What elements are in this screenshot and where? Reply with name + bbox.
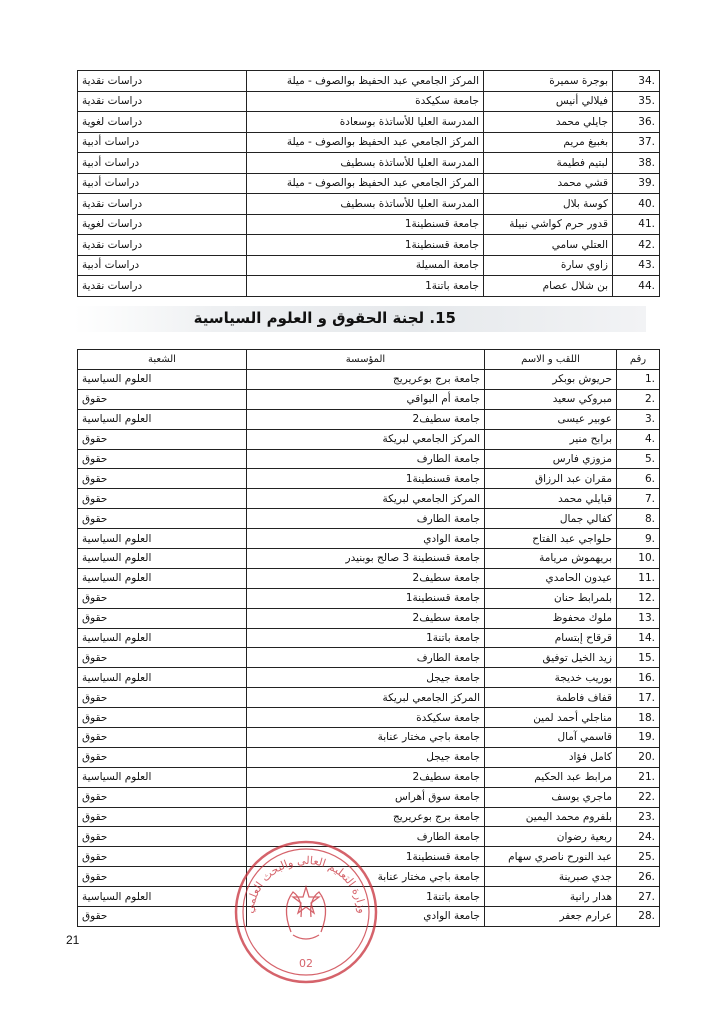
table-row: [78, 688, 660, 708]
branch: دراسات نقدية: [78, 235, 247, 256]
branch: العلوم السياسية: [78, 549, 247, 569]
branch: حقوق: [78, 847, 247, 867]
row-number: .17: [617, 688, 660, 708]
table-row: [78, 648, 660, 668]
table-row: [78, 807, 660, 827]
institution: جامعة سكيكدة: [247, 708, 485, 728]
branch: حقوق: [78, 807, 247, 827]
branch: العلوم السياسية: [78, 887, 247, 907]
table-row: [78, 449, 660, 469]
member-name: مقران عبد الرزاق: [485, 469, 617, 489]
table-row: [78, 568, 660, 588]
table-row: [78, 588, 660, 608]
member-name: بريهموش مريامة: [485, 549, 617, 569]
table-row: [78, 370, 660, 390]
seal-ring-text: وزارة التعليم العالي والبحث العلمي: [243, 853, 369, 915]
institution: المركز الجامعي لبريكة: [247, 688, 485, 708]
institution: جامعة قسنطينة1: [247, 235, 484, 256]
institution: جامعة جيجل: [247, 747, 485, 767]
member-name: كامل فؤاد: [485, 747, 617, 767]
member-name: قفاف فاطمة: [485, 688, 617, 708]
branch: دراسات أدبية: [78, 132, 247, 153]
header-branch: الشعبة: [78, 350, 247, 370]
institution: جامعة برج بوعريريج: [247, 370, 485, 390]
member-name: بلمرابط حنان: [485, 588, 617, 608]
member-name: قرقاح إبتسام: [485, 628, 617, 648]
row-number: .20: [617, 747, 660, 767]
row-number: .43: [613, 255, 660, 276]
institution: المدرسة العليا للأساتذة بسطيف: [247, 153, 484, 174]
member-name: هدار رانية: [485, 887, 617, 907]
row-number: .24: [617, 827, 660, 847]
table-row: [78, 255, 660, 276]
member-name: عوبير عيسى: [485, 409, 617, 429]
branch: حقوق: [78, 449, 247, 469]
branch: دراسات لغوية: [78, 214, 247, 235]
institution: جامعة سكيكدة: [247, 91, 484, 112]
table-row: [78, 628, 660, 648]
row-number: .2: [617, 389, 660, 409]
institution: جامعة سوق أهراس: [247, 787, 485, 807]
branch: حقوق: [78, 688, 247, 708]
row-number: .1: [617, 370, 660, 390]
table-row: [78, 608, 660, 628]
member-name: فيلالي أنيس: [484, 91, 613, 112]
branch: العلوم السياسية: [78, 668, 247, 688]
member-name: عبد النورح ناصري سهام: [485, 847, 617, 867]
row-number: .5: [617, 449, 660, 469]
row-number: .3: [617, 409, 660, 429]
header-number: رقم: [617, 350, 660, 370]
institution: جامعة الطارف: [247, 827, 485, 847]
row-number: .6: [617, 469, 660, 489]
branch: العلوم السياسية: [78, 529, 247, 549]
row-number: .16: [617, 668, 660, 688]
table-row: [78, 787, 660, 807]
institution: جامعة سطيف2: [247, 568, 485, 588]
branch: حقوق: [78, 608, 247, 628]
table-row: [78, 235, 660, 256]
branch: العلوم السياسية: [78, 370, 247, 390]
member-name: ربعية رضوان: [485, 827, 617, 847]
table-header-row: [78, 350, 660, 370]
branch: العلوم السياسية: [78, 628, 247, 648]
branch: دراسات نقدية: [78, 276, 247, 297]
row-number: .34: [613, 71, 660, 92]
row-number: .19: [617, 728, 660, 748]
branch: حقوق: [78, 907, 247, 927]
branch: العلوم السياسية: [78, 767, 247, 787]
row-number: .10: [617, 549, 660, 569]
member-name: مناجلي أحمد لمين: [485, 708, 617, 728]
institution: المركز الجامعي عبد الحفيظ بوالصوف - ميلة: [247, 173, 484, 194]
table-row: [78, 194, 660, 215]
branch: دراسات نقدية: [78, 71, 247, 92]
branch: حقوق: [78, 747, 247, 767]
branch: حقوق: [78, 867, 247, 887]
row-number: .44: [613, 276, 660, 297]
member-name: بوريب خديجة: [485, 668, 617, 688]
row-number: .22: [617, 787, 660, 807]
row-number: .27: [617, 887, 660, 907]
institution: جامعة الطارف: [247, 449, 485, 469]
institution: جامعة قسنطينة1: [247, 588, 485, 608]
table-row: [78, 529, 660, 549]
table-row: [78, 276, 660, 297]
branch: دراسات لغوية: [78, 112, 247, 133]
row-number: .9: [617, 529, 660, 549]
member-name: قاسمي آمال: [485, 728, 617, 748]
member-name: قبايلي محمد: [485, 489, 617, 509]
institution: جامعة المسيلة: [247, 255, 484, 276]
institution: المركز الجامعي لبريكة: [247, 489, 485, 509]
row-number: .28: [617, 907, 660, 927]
member-name: زاوي سارة: [484, 255, 613, 276]
institution: المركز الجامعي عبد الحفيظ بوالصوف - ميلة: [247, 132, 484, 153]
member-name: بوجرة سميرة: [484, 71, 613, 92]
institution: المدرسة العليا للأساتذة بسطيف: [247, 194, 484, 215]
branch: حقوق: [78, 509, 247, 529]
institution: جامعة الطارف: [247, 509, 485, 529]
row-number: .18: [617, 708, 660, 728]
member-name: كوسة بلال: [484, 194, 613, 215]
table-row: [78, 71, 660, 92]
member-name: مبروكي سعيد: [485, 389, 617, 409]
table-row: [78, 153, 660, 174]
table-row: [78, 132, 660, 153]
institution: المدرسة العليا للأساتذة بوسعادة: [247, 112, 484, 133]
institution: جامعة قسنطينة1: [247, 214, 484, 235]
row-number: .39: [613, 173, 660, 194]
branch: حقوق: [78, 469, 247, 489]
institution: جامعة أم البواقي: [247, 389, 485, 409]
continued-members-table: [77, 70, 660, 297]
table-row: [78, 112, 660, 133]
row-number: .26: [617, 867, 660, 887]
table-header: [78, 350, 660, 370]
row-number: .35: [613, 91, 660, 112]
seal-number: 02: [299, 957, 313, 970]
branch: دراسات أدبية: [78, 255, 247, 276]
seal-emblem: [286, 887, 325, 939]
branch: حقوق: [78, 787, 247, 807]
institution: جامعة جيجل: [247, 668, 485, 688]
member-name: حريوش بوبكر: [485, 370, 617, 390]
institution: جامعة سطيف2: [247, 608, 485, 628]
page-number: 21: [66, 933, 80, 947]
member-name: مرابط عبد الحكيم: [485, 767, 617, 787]
row-number: .4: [617, 429, 660, 449]
row-number: .13: [617, 608, 660, 628]
branch: دراسات نقدية: [78, 194, 247, 215]
row-number: .23: [617, 807, 660, 827]
header-name: اللقب و الاسم: [485, 350, 617, 370]
institution: جامعة قسنطينة1: [247, 469, 485, 489]
branch: حقوق: [78, 389, 247, 409]
table-row: [78, 549, 660, 569]
table-row: [78, 409, 660, 429]
member-name: لبتيم فطيمة: [484, 153, 613, 174]
table-row: [78, 747, 660, 767]
table-row: [78, 214, 660, 235]
member-name: العتلي سامي: [484, 235, 613, 256]
institution: جامعة الوادي: [247, 907, 485, 927]
institution: جامعة قسنطينة 3 صالح بوبنيدر: [247, 549, 485, 569]
row-number: .25: [617, 847, 660, 867]
row-number: .36: [613, 112, 660, 133]
row-number: .15: [617, 648, 660, 668]
branch: حقوق: [78, 429, 247, 449]
branch: دراسات نقدية: [78, 91, 247, 112]
branch: حقوق: [78, 728, 247, 748]
table-row: [78, 509, 660, 529]
branch: حقوق: [78, 588, 247, 608]
row-number: .14: [617, 628, 660, 648]
section-title: 15. لجنة الحقوق و العلوم السياسية: [193, 309, 456, 327]
row-number: .7: [617, 489, 660, 509]
member-name: ملوك محفوظ: [485, 608, 617, 628]
institution: جامعة الطارف: [247, 648, 485, 668]
row-number: .40: [613, 194, 660, 215]
row-number: .8: [617, 509, 660, 529]
table-row: [78, 708, 660, 728]
row-number: .42: [613, 235, 660, 256]
row-number: .12: [617, 588, 660, 608]
table-row: [78, 728, 660, 748]
member-name: جايلي محمد: [484, 112, 613, 133]
row-number: .38: [613, 153, 660, 174]
branch: حقوق: [78, 827, 247, 847]
table-row: [78, 668, 660, 688]
member-name: عرارم جعفر: [485, 907, 617, 927]
institution: جامعة سطيف2: [247, 767, 485, 787]
row-number: .41: [613, 214, 660, 235]
row-number: .11: [617, 568, 660, 588]
continued-members-table-body: [78, 71, 660, 297]
table-row: [78, 389, 660, 409]
branch: حقوق: [78, 708, 247, 728]
branch: دراسات أدبية: [78, 173, 247, 194]
member-name: بغبيغ مريم: [484, 132, 613, 153]
institution: جامعة الوادي: [247, 529, 485, 549]
member-name: كفالي جمال: [485, 509, 617, 529]
branch: حقوق: [78, 648, 247, 668]
institution: جامعة باجي مختار عنابة: [247, 867, 485, 887]
member-name: عيدون الحامدي: [485, 568, 617, 588]
table-row: [78, 469, 660, 489]
member-name: بن شلال عصام: [484, 276, 613, 297]
institution: جامعة قسنطينة1: [247, 847, 485, 867]
table-row: [78, 173, 660, 194]
header-institution: المؤسسة: [247, 350, 485, 370]
institution: المركز الجامعي لبريكة: [247, 429, 485, 449]
institution: جامعة سطيف2: [247, 409, 485, 429]
table-row: [78, 429, 660, 449]
institution: جامعة باتنة1: [247, 628, 485, 648]
member-name: قدور حرم كواشي نبيلة: [484, 214, 613, 235]
institution: جامعة برج بوعريريج: [247, 807, 485, 827]
member-name: برابح منير: [485, 429, 617, 449]
branch: دراسات أدبية: [78, 153, 247, 174]
member-name: جدي صبرينة: [485, 867, 617, 887]
institution: جامعة باتنة1: [247, 887, 485, 907]
section-heading-bar: [74, 306, 646, 332]
member-name: بلفروم محمد اليمين: [485, 807, 617, 827]
table-row: [78, 767, 660, 787]
member-name: حلواجي عبد الفتاح: [485, 529, 617, 549]
table-row: [78, 91, 660, 112]
table-row: [78, 489, 660, 509]
member-name: زيد الخيل توفيق: [485, 648, 617, 668]
branch: حقوق: [78, 489, 247, 509]
institution: جامعة باتنة1: [247, 276, 484, 297]
institution: المركز الجامعي عبد الحفيظ بوالصوف - ميلة: [247, 71, 484, 92]
branch: العلوم السياسية: [78, 409, 247, 429]
member-name: مزوزي فارس: [485, 449, 617, 469]
institution: جامعة باجي مختار عنابة: [247, 728, 485, 748]
row-number: .37: [613, 132, 660, 153]
row-number: .21: [617, 767, 660, 787]
member-name: قشي محمد: [484, 173, 613, 194]
branch: العلوم السياسية: [78, 568, 247, 588]
member-name: ماجري يوسف: [485, 787, 617, 807]
official-seal-stamp: [231, 837, 381, 987]
